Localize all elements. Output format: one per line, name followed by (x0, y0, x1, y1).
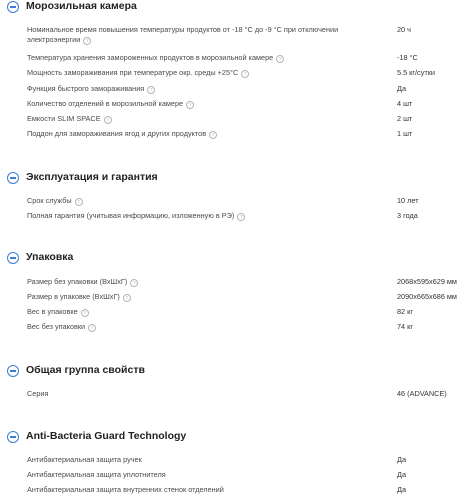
spec-label: Номинальное время повышения температуры продуктов от -18 °С до -9 °С при отключении электроэнергии ? (27, 25, 339, 44)
spec-label: Антибактериальная защита ручек (27, 455, 142, 464)
spec-label: Антибактериальная защита уплотнителя (27, 470, 166, 479)
info-icon[interactable]: ? (130, 279, 138, 287)
spec-value: 2068x595x629 мм (397, 277, 457, 286)
spec-value: 5.5 кг/сутки (397, 68, 435, 77)
spec-label: Температура хранения замороженных продуктов в морозильной камере ? (27, 53, 357, 63)
info-icon[interactable]: ? (237, 213, 245, 221)
spec-label: Вес без упаковки ? (27, 322, 357, 332)
section-header[interactable] (0, 431, 471, 445)
collapse-icon[interactable] (7, 431, 19, 443)
spec-label: Количество отделений в морозильной камере ? (27, 99, 357, 109)
spec-value: 46 (ADVANCE) (397, 389, 447, 398)
info-icon[interactable]: ? (81, 309, 89, 317)
section-header[interactable] (0, 365, 471, 379)
spec-value: 1 шт (397, 129, 413, 138)
section-header[interactable] (0, 252, 471, 266)
spec-value: 74 кг (397, 322, 413, 331)
spec-value: -18 °С (397, 53, 418, 62)
spec-value: 20 ч (397, 25, 411, 34)
spec-value: Да (397, 84, 406, 93)
spec-value: 2 шт (397, 114, 413, 123)
spec-value: Да (397, 485, 406, 494)
spec-label: Емкости SLIM SPACE ? (27, 114, 357, 124)
spec-value: Да (397, 455, 406, 464)
info-icon[interactable]: ? (83, 37, 91, 45)
spec-label: Мощность замораживания при температуре окр. среды +25°С ? (27, 68, 357, 78)
section-title: Эксплуатация и гарантия (26, 171, 158, 183)
spec-value: 3 года (397, 211, 418, 220)
section-anti-bacteria (0, 431, 471, 445)
spec-label: Размер в упаковке (ВхШхГ) ? (27, 292, 357, 302)
section-title: Упаковка (26, 251, 74, 263)
collapse-icon[interactable] (7, 252, 19, 264)
section-general-properties (0, 365, 471, 379)
section-operation-warranty (0, 172, 471, 186)
info-icon[interactable]: ? (104, 116, 112, 124)
info-icon[interactable]: ? (186, 101, 194, 109)
collapse-icon[interactable] (7, 365, 19, 377)
collapse-icon[interactable] (7, 172, 19, 184)
spec-label: Вес в упаковке ? (27, 307, 357, 317)
section-freezer (0, 1, 471, 15)
info-icon[interactable]: ? (241, 70, 249, 78)
info-icon[interactable]: ? (123, 294, 131, 302)
spec-value: 10 лет (397, 196, 419, 205)
spec-value: 2090x665x686 мм (397, 292, 457, 301)
info-icon[interactable]: ? (276, 55, 284, 63)
section-title: Общая группа свойств (26, 364, 145, 376)
info-icon[interactable]: ? (88, 324, 96, 332)
spec-value: 82 кг (397, 307, 413, 316)
spec-label: Размер без упаковки (ВхШхГ) ? (27, 277, 357, 287)
spec-value: 4 шт (397, 99, 413, 108)
section-title: Морозильная камера (26, 0, 137, 12)
spec-label: Антибактериальная защита внутренних стенок отделений (27, 485, 224, 494)
section-packaging (0, 252, 471, 266)
spec-label: Серия (27, 389, 49, 398)
spec-label: Срок службы ? (27, 196, 357, 206)
info-icon[interactable]: ? (75, 198, 83, 206)
spec-value: Да (397, 470, 406, 479)
info-icon[interactable]: ? (209, 131, 217, 139)
spec-label: Полная гарантия (учитывая информацию, изложенную в РЭ) ? (27, 211, 357, 221)
section-header[interactable] (0, 172, 471, 186)
spec-label: Функция быстрого замораживания ? (27, 84, 357, 94)
info-icon[interactable]: ? (147, 86, 155, 94)
section-title: Anti-Bacteria Guard Technology (26, 430, 187, 442)
section-header[interactable] (0, 1, 471, 15)
collapse-icon[interactable] (7, 1, 19, 13)
spec-label: Поддон для замораживания ягод и других продуктов ? (27, 129, 357, 139)
